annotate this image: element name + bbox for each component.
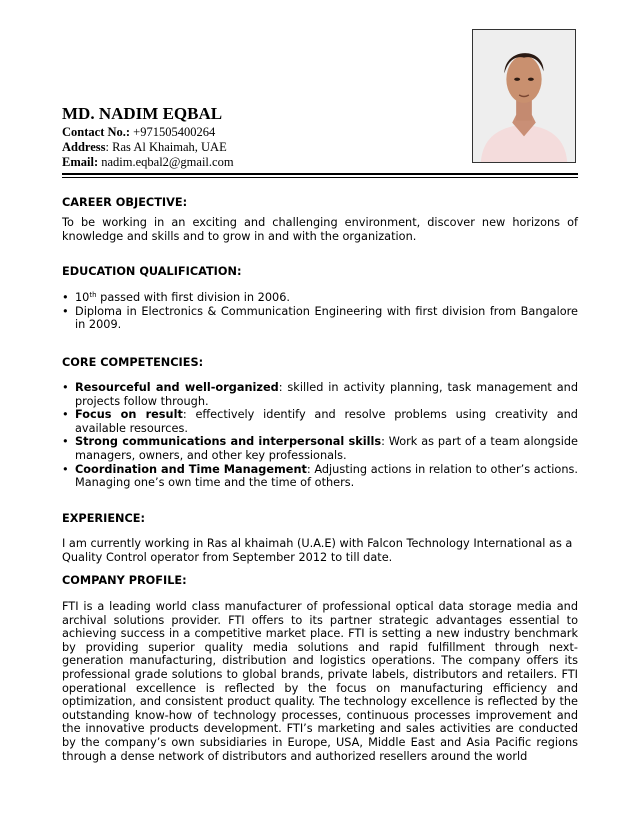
education-section xyxy=(62,265,578,332)
competency-item: • Resourceful and well-organized: skilled in activity planning, task management and projects follow through. xyxy=(62,381,578,408)
experience-text xyxy=(62,537,578,564)
competency-item: • Strong communications and interpersonal skills: Work as part of a team alongside managers, owners, and other key professionals. xyxy=(62,435,578,462)
contact-value: +971505400264 xyxy=(130,125,216,139)
address-value: : Ras Al Khaimah, UAE xyxy=(105,140,227,154)
education-item: • Diploma in Electronics & Communication Engineering with first division from Bangalore in 2009. xyxy=(62,305,578,332)
contact-label: Contact No.: xyxy=(62,125,131,139)
address-line xyxy=(62,140,234,155)
career-objective-heading: CAREER OBJECTIVE: xyxy=(62,196,188,209)
experience-section xyxy=(62,512,578,564)
experience-heading: EXPERIENCE: xyxy=(62,512,146,525)
contact-number-line xyxy=(62,125,234,140)
core-competencies-heading: CORE COMPETENCIES: xyxy=(62,356,204,369)
company-profile-section xyxy=(62,574,578,763)
experience-line-1: I am currently working in Ras al khaimah (U.A.E) with Falcon Technology International as a xyxy=(62,537,573,550)
header-divider-thick xyxy=(62,173,578,175)
contact-header xyxy=(62,104,234,170)
education-item: • 10th passed with first division in 2006. xyxy=(62,291,578,305)
photo-frame xyxy=(472,29,576,163)
candidate-name: MD. NADIM EQBAL xyxy=(62,104,223,123)
career-objective-section xyxy=(62,196,578,243)
email-value: nadim.eqbal2@gmail.com xyxy=(98,155,234,169)
email-line xyxy=(62,155,234,170)
education-list xyxy=(62,291,578,332)
career-objective-text: To be working in an exciting and challenging environment, discover new horizons of knowledge and skills and to grow in and with the organization. xyxy=(62,216,578,243)
education-heading: EDUCATION QUALIFICATION: xyxy=(62,265,242,278)
company-profile-text: FTI is a leading world class manufacturer of professional optical data storage media and archival solutions provider. FTI offers to its partner strategic advantages essential to achieving success in a competitive market place. FTI is setting a new industry benchmark by providing superior quality media solutions and rapid fulfillment through next-generation manufacturing, distribution and logistics operations. The company offers its professional grade solutions to global brands, private labels, distributors and retailers. FTI operational excellence is reflected by the focus on manufacturing efficiency and optimization, and consistent product quality. The technology excellence is reflected by the outstanding know-how of technology processes, continuous processes improvement and the innovative products development. FTI’s marketing and sales activities are conducted by the company’s own subsidiaries in Europe, USA, Middle East and Asia Pacific regions through a dense network of distributors and authorized resellers around the world xyxy=(62,600,578,763)
company-profile-heading: COMPANY PROFILE: xyxy=(62,574,187,587)
competencies-list xyxy=(62,381,578,490)
competency-item: • Focus on result: effectively identify and resolve problems using creativity and available resources. xyxy=(62,408,578,435)
address-label: Address xyxy=(62,140,106,154)
experience-line-2: Quality Control operator from September 2012 to till date. xyxy=(62,550,393,564)
profile-photo xyxy=(473,30,575,162)
competency-item: • Coordination and Time Management: Adjusting actions in relation to other’s actions. Managing one’s own time and the time of others. xyxy=(62,463,578,490)
core-competencies-section xyxy=(62,356,578,490)
email-label: Email: xyxy=(62,155,99,169)
header-divider-thin xyxy=(62,177,578,178)
